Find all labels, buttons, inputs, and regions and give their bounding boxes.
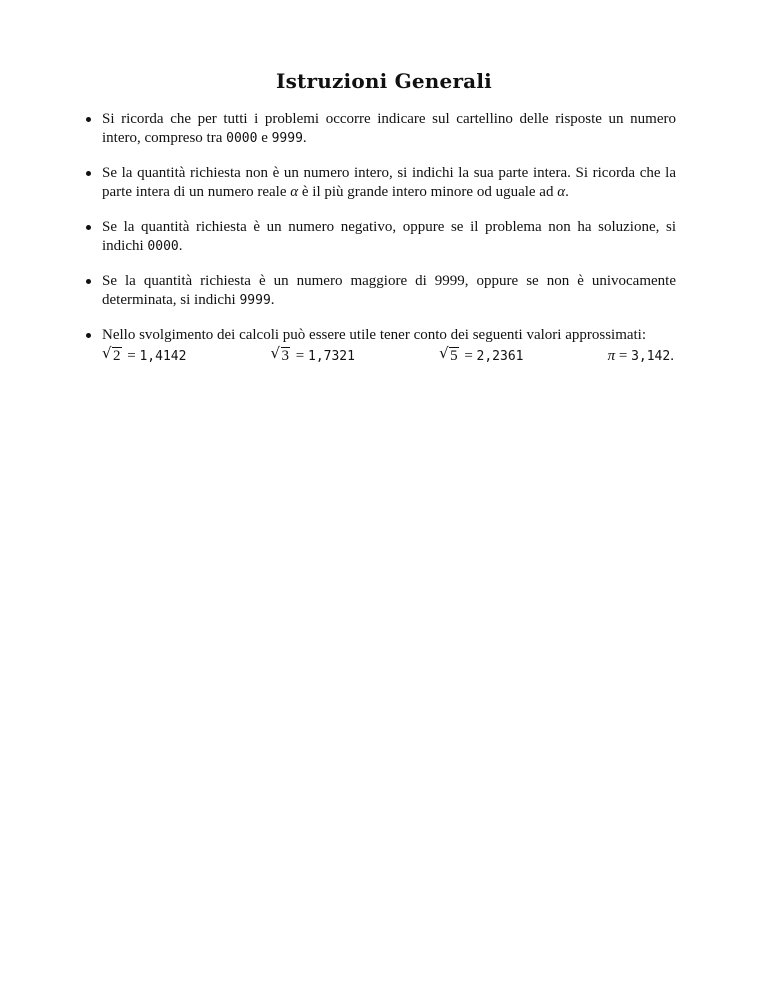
sqrt-expression (439, 344, 459, 366)
radicand: 3 (281, 348, 290, 364)
item-text: e (257, 130, 272, 146)
list-item (86, 164, 676, 202)
code-value: 9999 (239, 293, 271, 308)
item-text: . (302, 130, 307, 146)
page-title: Istruzioni Generali (276, 69, 492, 93)
sqrt5-value (439, 344, 524, 366)
sqrt-icon: √ (270, 344, 281, 362)
sqrt3-value (270, 344, 355, 366)
numeric-value: 1,7321 (308, 349, 355, 364)
equals-sign: = (615, 348, 632, 364)
item-text: . (178, 238, 183, 254)
item-text: . (565, 184, 569, 200)
sqrt-expression (270, 344, 291, 366)
bullet-icon (86, 279, 91, 284)
code-value: 9999 (271, 131, 303, 146)
list-item (86, 110, 676, 148)
code-value: 0000 (147, 239, 179, 254)
numeric-value: 2,2361 (476, 349, 524, 364)
equals-sign: = (292, 348, 308, 364)
numeric-value: 3,142 (631, 349, 671, 364)
list-item (86, 326, 676, 366)
numeric-value: 1,4142 (139, 349, 187, 364)
item-text: Nello svolgimento dei calcoli può essere utile tener conto dei seguenti valori approssimati: (102, 327, 647, 343)
math-symbol: α (557, 184, 566, 200)
pi-value (608, 347, 674, 366)
instructions-list (86, 110, 676, 382)
equals-sign: = (123, 348, 140, 364)
approx-values-row (102, 344, 676, 366)
list-item (86, 272, 676, 310)
sqrt-icon: √ (102, 344, 112, 362)
item-text: . (270, 292, 275, 308)
item-text: Se la quantità richiesta non è un numero intero, si indichi la sua parte intera. Si ricorda che la parte intera di un numero reale (102, 165, 676, 200)
item-text: Se la quantità richiesta è un numero negativo, oppure se il problema non ha soluzione, si indichi (102, 219, 676, 254)
list-item (86, 218, 676, 256)
sqrt2-value (102, 344, 187, 366)
bullet-icon (86, 225, 91, 230)
period: . (670, 348, 674, 364)
bullet-icon (86, 117, 91, 122)
radicand: 5 (450, 348, 458, 364)
code-value: 0000 (226, 131, 258, 146)
sqrt-expression (102, 344, 122, 366)
equals-sign: = (460, 348, 477, 364)
math-symbol: α (290, 184, 299, 200)
bullet-icon (86, 333, 91, 338)
item-text: Se la quantità richiesta è un numero maggiore di 9999, oppure se non è univocamente determinata, si indichi (102, 273, 676, 308)
sqrt-icon: √ (439, 344, 449, 362)
item-text: Si ricorda che per tutti i problemi occorre indicare sul cartellino delle risposte un numero intero, compreso tra (102, 111, 676, 146)
radicand: 2 (113, 348, 121, 364)
bullet-icon (86, 171, 91, 176)
pi-symbol: π (607, 348, 616, 364)
item-text: è il più grande intero minore od uguale ad (298, 184, 558, 200)
